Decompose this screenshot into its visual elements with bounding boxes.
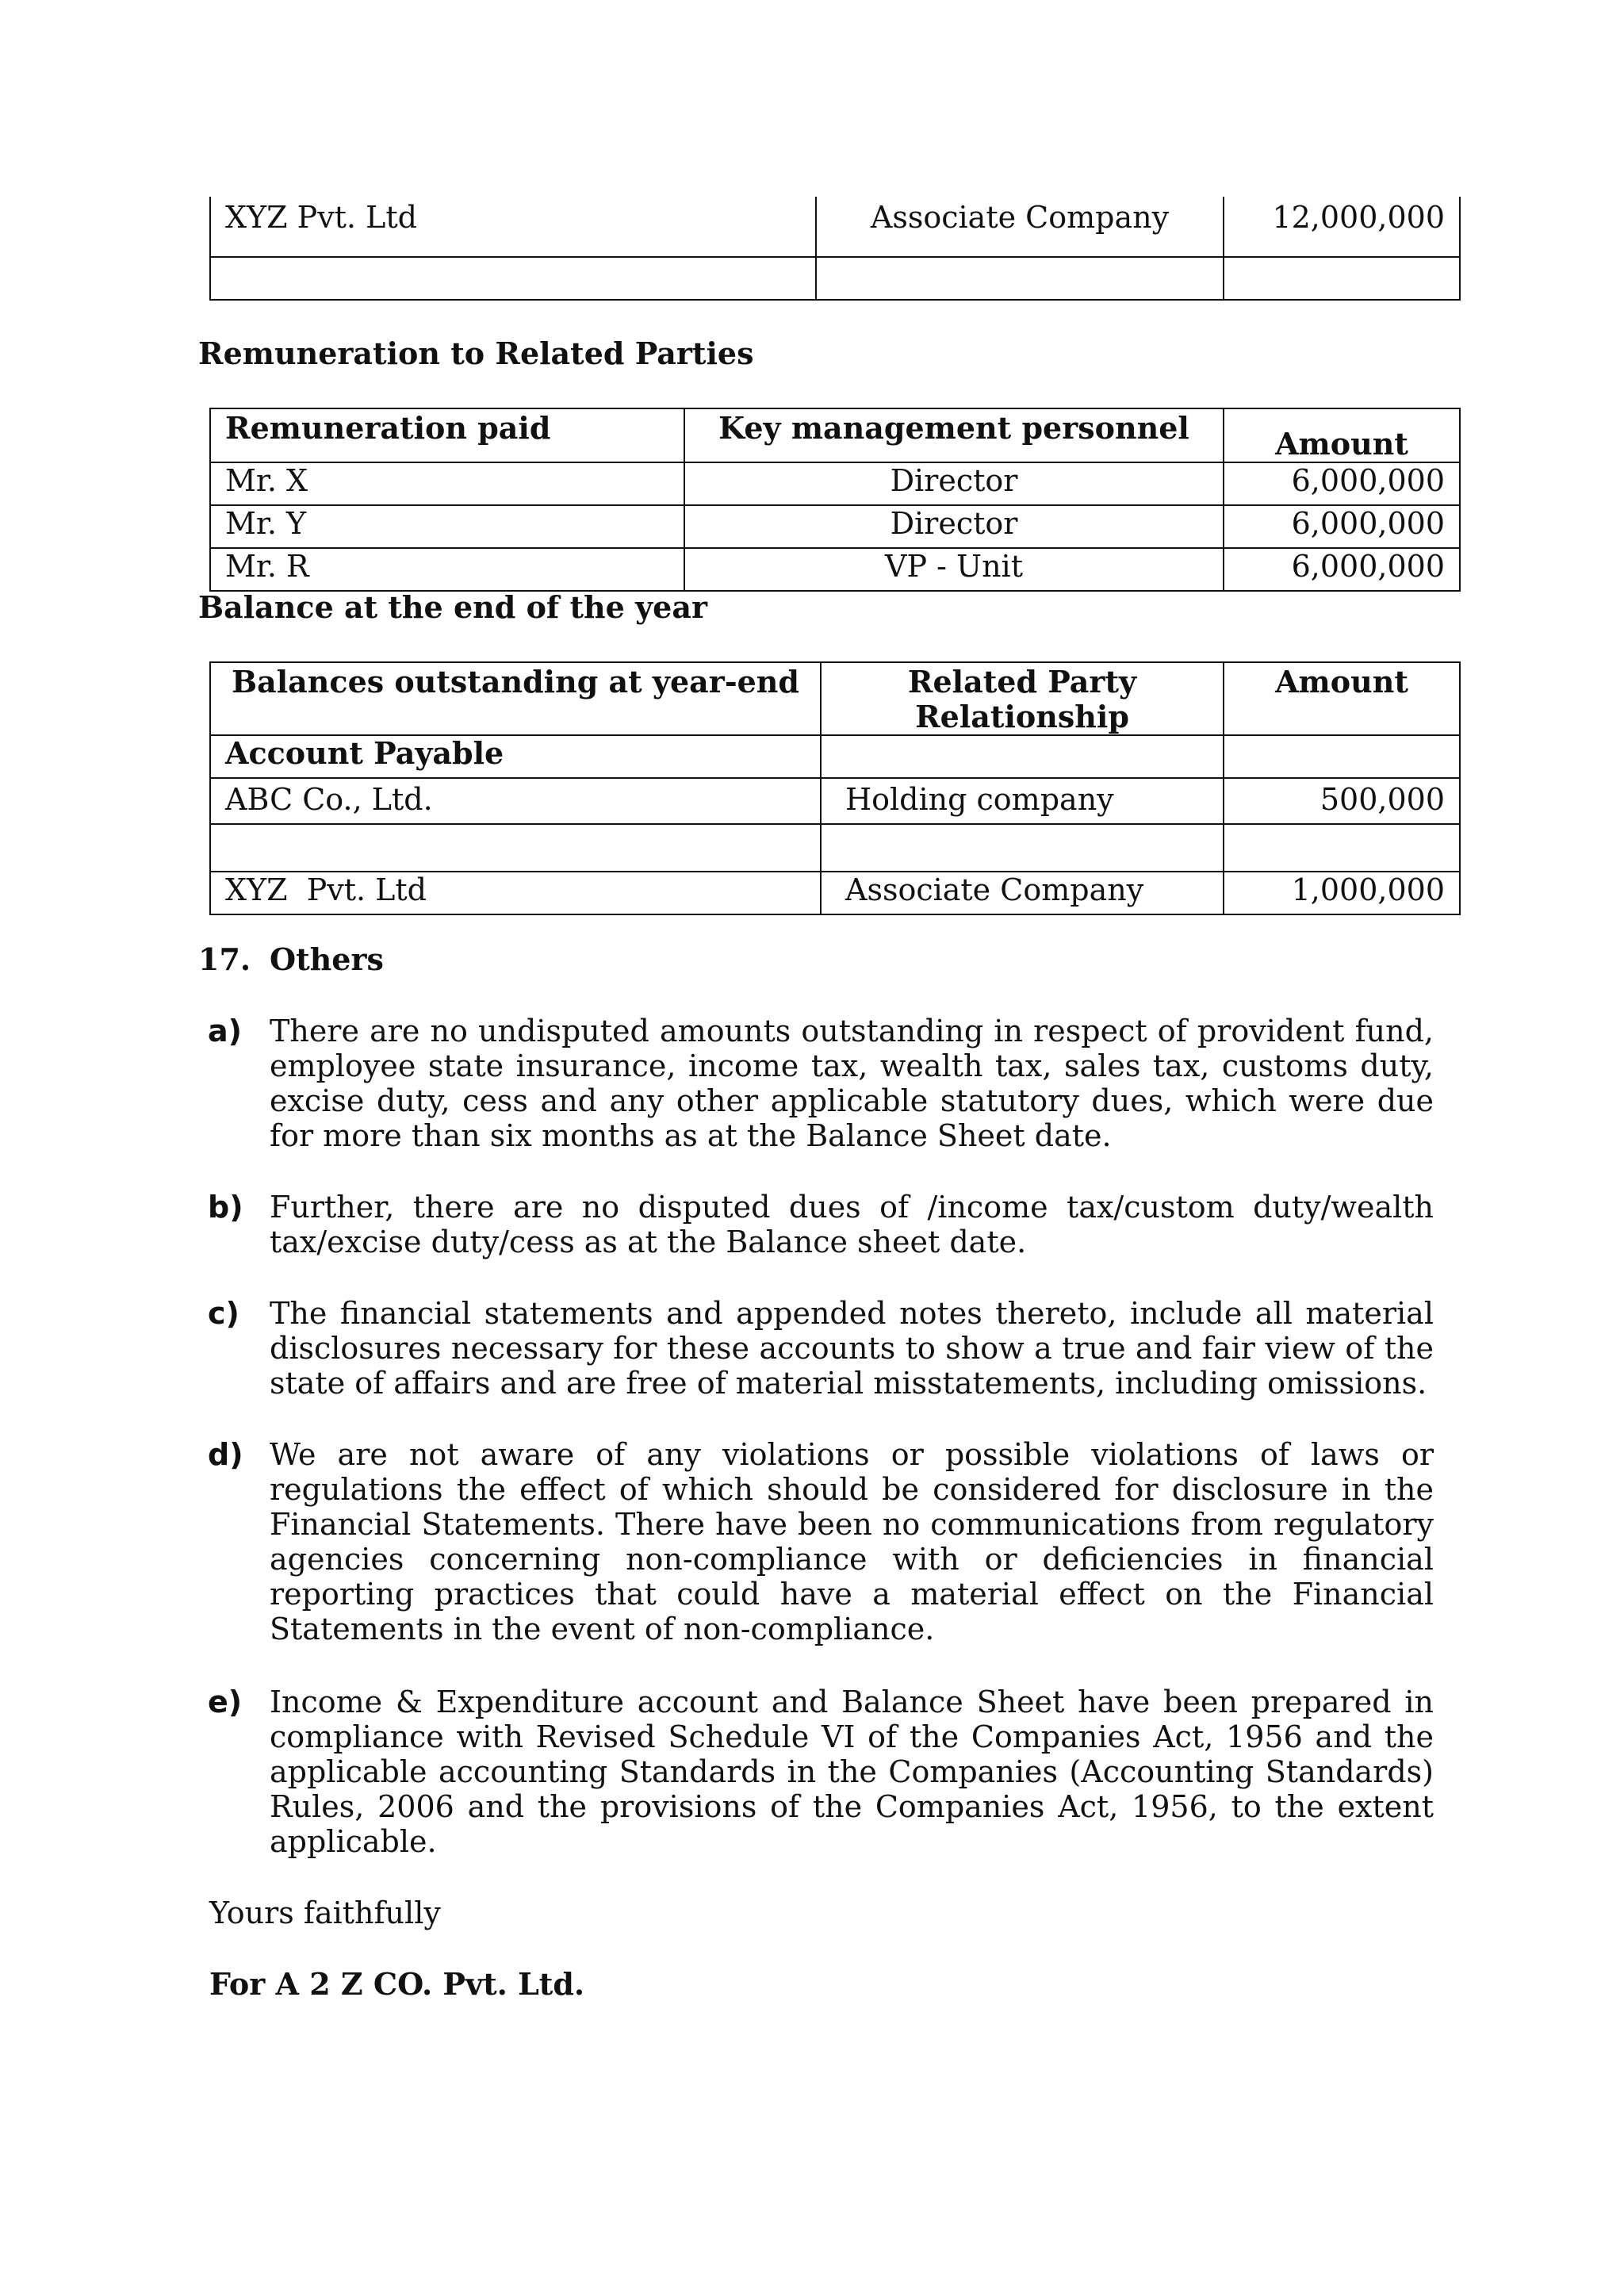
role-cell: VP - Unit bbox=[684, 548, 1224, 591]
amount-cell bbox=[1224, 824, 1460, 872]
role-cell: Director bbox=[684, 505, 1224, 548]
associate-table bbox=[209, 197, 1461, 301]
person-cell: Mr. Y bbox=[210, 505, 684, 548]
balance-table bbox=[209, 661, 1461, 915]
account-payable-label: Account Payable bbox=[210, 735, 821, 778]
relationship-cell bbox=[821, 824, 1224, 872]
item-text-a: There are no undisputed amounts outstanding in respect of provident fund, employee state insurance, income tax, wealth tax, sales tax, customs duty, excise duty, cess and any other applicable statutory dues, which were due for more than six months as at the Balance Sheet date. bbox=[270, 1014, 1434, 1153]
table-header-row bbox=[210, 662, 1460, 735]
table-row bbox=[210, 505, 1460, 548]
amount-cell: 12,000,000 bbox=[1224, 197, 1460, 257]
amount-cell: 6,000,000 bbox=[1224, 462, 1460, 505]
item-text-c: The financial statements and appended notes thereto, include all material disclosures necessary for these accounts to show a true and fair view of the state of affairs and are free of material misstatements, including omissions. bbox=[270, 1296, 1434, 1401]
amount-cell bbox=[1224, 257, 1460, 300]
relationship-cell bbox=[816, 257, 1224, 300]
header-remuneration-paid: Remuneration paid bbox=[210, 408, 684, 462]
item-text-d: We are not aware of any violations or possible violations of laws or regulations the effect of which should be considered for disclosure in the Financial Statements. There have been no communications from regulatory agencies concerning non-compliance with or deficiencies in financial reporting practices that could have a material effect on the Financial Statements in the event of non-compliance. bbox=[270, 1437, 1434, 1646]
party-name-cell: ABC Co., Ltd. bbox=[210, 778, 821, 824]
table-row bbox=[210, 548, 1460, 591]
section-title: Others bbox=[270, 941, 384, 977]
balance-heading: Balance at the end of the year bbox=[198, 589, 707, 625]
amount-cell: 500,000 bbox=[1224, 778, 1460, 824]
table-row bbox=[210, 872, 1460, 914]
empty-cell bbox=[1224, 735, 1460, 778]
relationship-cell: Associate Company bbox=[816, 197, 1224, 257]
table-header-row bbox=[210, 408, 1460, 462]
table-row bbox=[210, 778, 1460, 824]
item-label-d: d) bbox=[208, 1437, 243, 1472]
party-name-cell: XYZ Pvt. Ltd bbox=[210, 197, 816, 257]
header-key-management: Key management personnel bbox=[684, 408, 1224, 462]
item-text-b: Further, there are no disputed dues of /income tax/custom duty/wealth tax/excise duty/cess as at the Balance sheet date. bbox=[270, 1190, 1434, 1259]
header-amount: Amount bbox=[1224, 662, 1460, 735]
party-name-cell bbox=[210, 257, 816, 300]
party-name-cell: XYZ Pvt. Ltd bbox=[210, 872, 821, 914]
remuneration-table bbox=[209, 408, 1461, 592]
person-cell: Mr. X bbox=[210, 462, 684, 505]
header-amount: Amount bbox=[1224, 408, 1460, 462]
table-subheader-row bbox=[210, 735, 1460, 778]
header-related-party-relationship: Related Party Relationship bbox=[821, 662, 1224, 735]
item-label-c: c) bbox=[208, 1296, 239, 1331]
salutation: Yours faithfully bbox=[209, 1895, 441, 1930]
section-number: 17. bbox=[198, 941, 251, 977]
empty-cell bbox=[821, 735, 1224, 778]
remuneration-heading: Remuneration to Related Parties bbox=[198, 335, 754, 371]
relationship-cell: Associate Company bbox=[821, 872, 1224, 914]
party-name-cell bbox=[210, 824, 821, 872]
amount-cell: 1,000,000 bbox=[1224, 872, 1460, 914]
header-balances-outstanding: Balances outstanding at year-end bbox=[210, 662, 821, 735]
table-row bbox=[210, 462, 1460, 505]
amount-cell: 6,000,000 bbox=[1224, 505, 1460, 548]
relationship-cell: Holding company bbox=[821, 778, 1224, 824]
item-text-e: Income & Expenditure account and Balance Sheet have been prepared in compliance with Revised Schedule VI of the Companies Act, 1956 and the applicable accounting Standards in the Companies (Accounting Standards) Rules, 2006 and the provisions of the Companies Act, 1956, to the extent applicable. bbox=[270, 1685, 1434, 1859]
amount-cell: 6,000,000 bbox=[1224, 548, 1460, 591]
table-row bbox=[210, 824, 1460, 872]
item-label-b: b) bbox=[208, 1190, 243, 1225]
role-cell: Director bbox=[684, 462, 1224, 505]
item-label-a: a) bbox=[208, 1014, 243, 1048]
item-label-e: e) bbox=[208, 1685, 243, 1719]
table-row bbox=[210, 257, 1460, 300]
person-cell: Mr. R bbox=[210, 548, 684, 591]
table-row bbox=[210, 197, 1460, 257]
signatory: For A 2 Z CO. Pvt. Ltd. bbox=[209, 1966, 585, 2002]
